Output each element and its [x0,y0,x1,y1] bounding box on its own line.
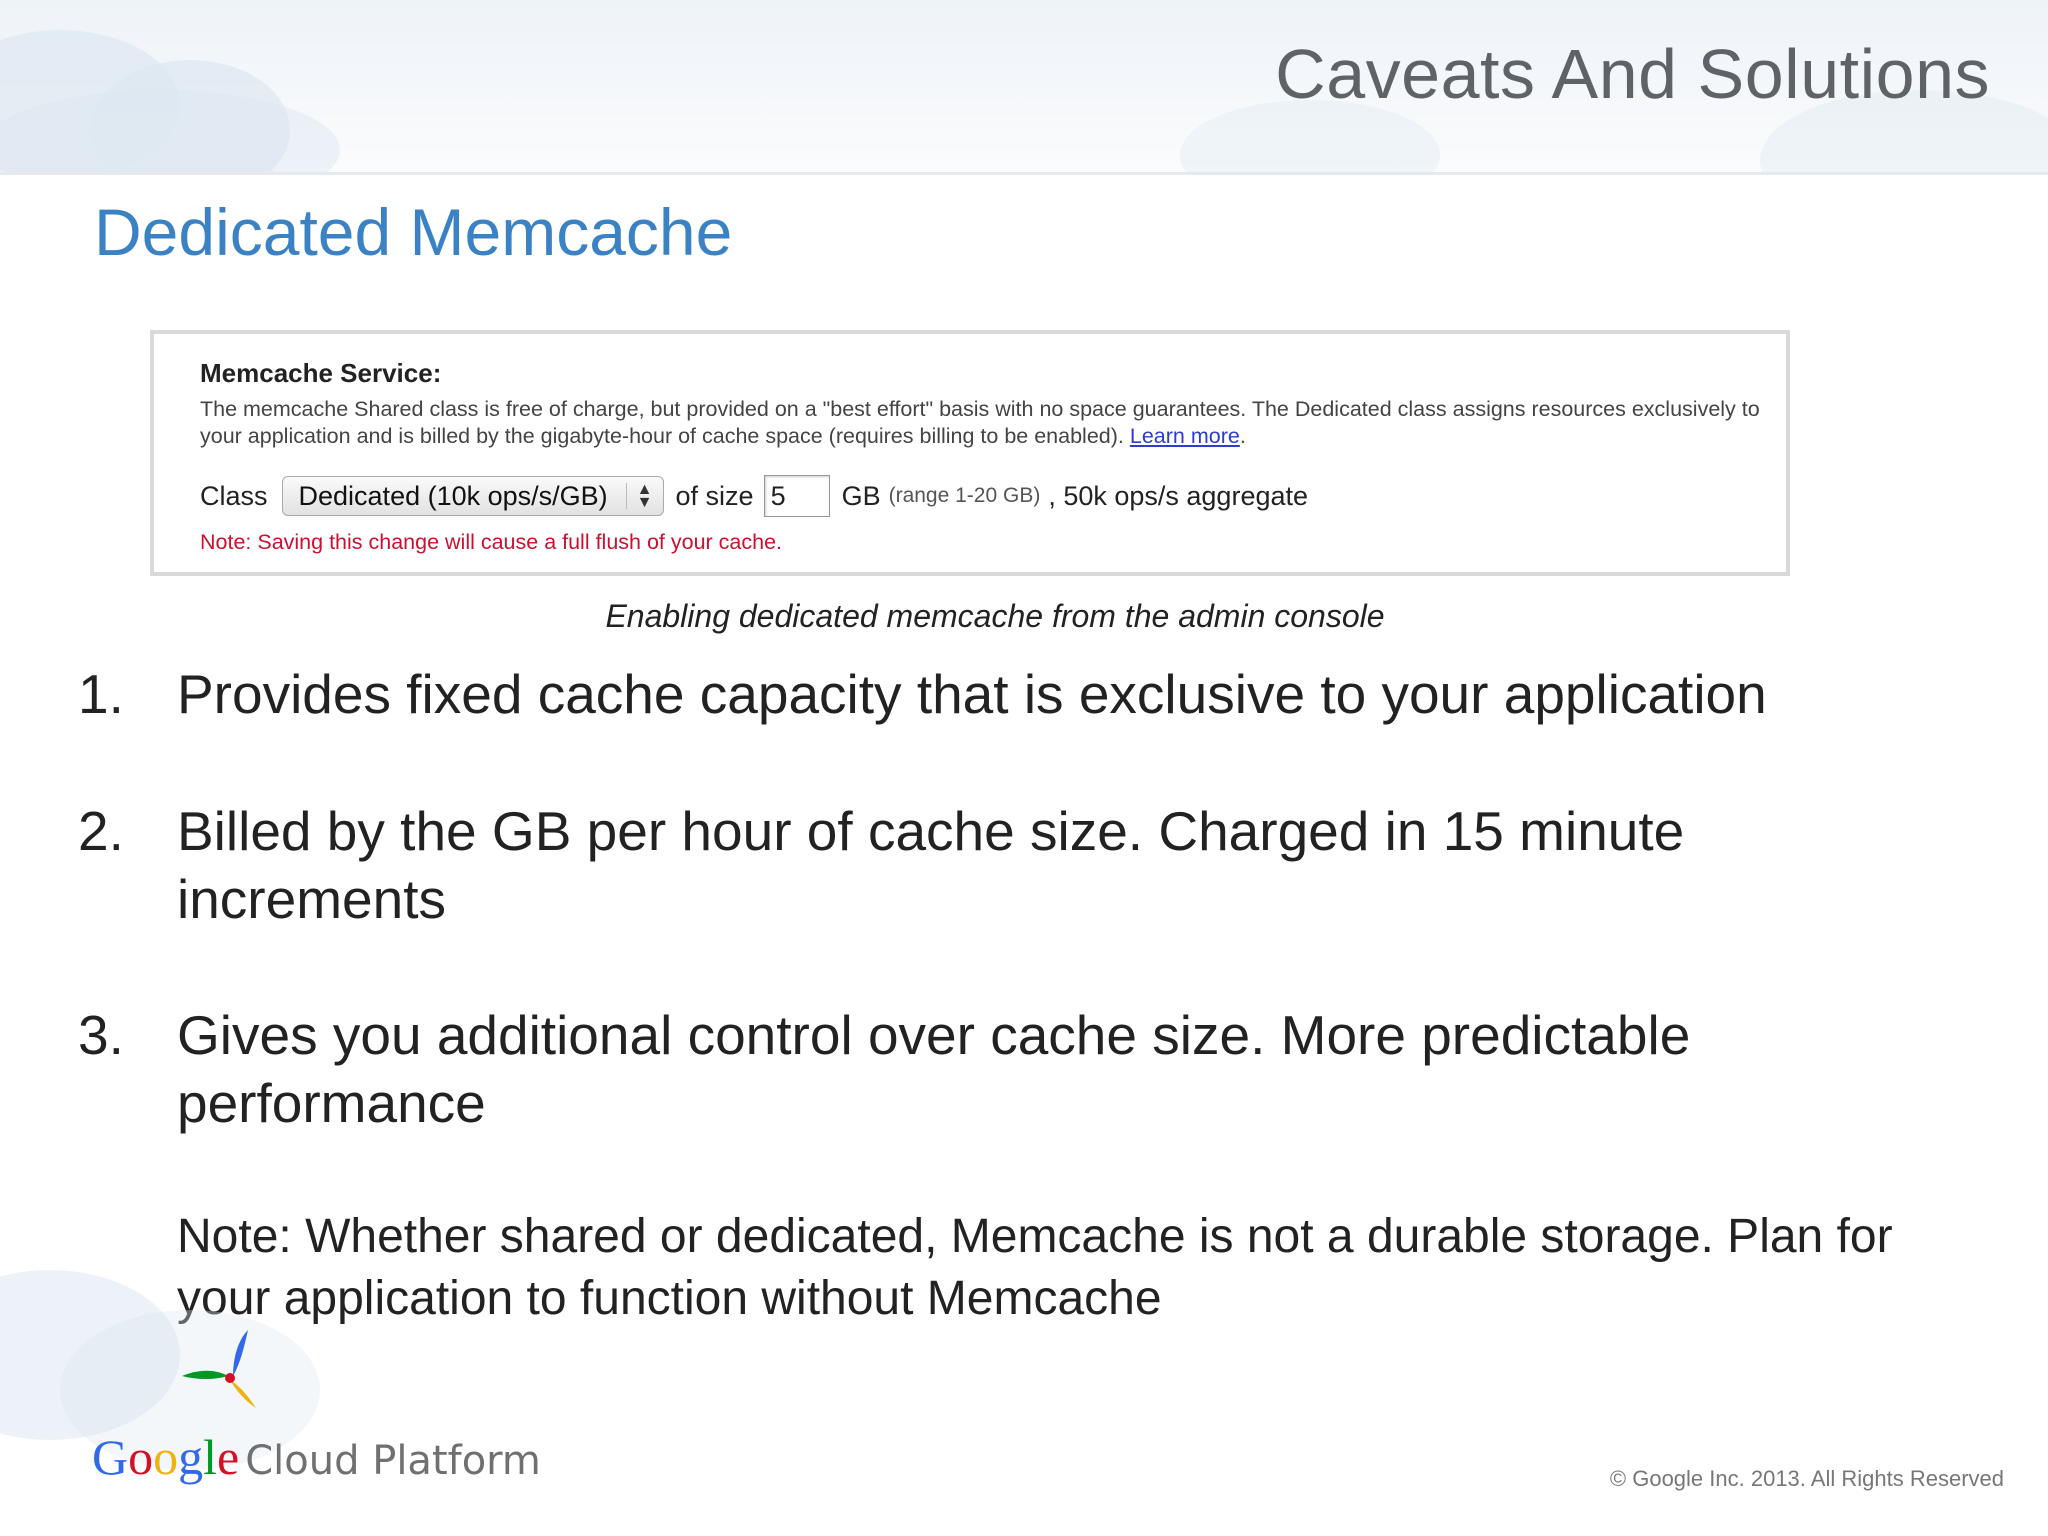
google-letter: g [178,1429,204,1485]
cloud-platform-wordmark: Cloud Platform [245,1438,541,1484]
cloud-decoration [0,90,340,175]
size-label: of size [675,480,754,511]
list-text: Gives you additional control over cache size. More predictable performance [177,1004,1691,1134]
list-text: Provides fixed cache capacity that is exclusive to your application [177,663,1767,725]
logo-wordmark [92,1428,541,1486]
learn-more-link[interactable]: Learn more [1129,424,1240,448]
copyright-notice: © Google Inc. 2013. All Rights Reserved [1609,1466,2004,1491]
durability-note: Note: Whether shared or dedicated, Memcache is not a durable storage. Plan for your application to function without Memcache [177,1210,1893,1325]
section-title: Dedicated Memcache [94,195,733,269]
class-settings-row [200,474,1308,518]
google-letter: l [203,1429,218,1485]
admin-console-screenshot [150,330,1790,576]
description-period: . [1239,424,1246,448]
unit-label: GB [841,480,881,511]
aggregate-text: , 50k ops/s aggregate [1048,480,1309,511]
google-letter: o [128,1429,154,1485]
pinwheel-icon [178,1328,278,1418]
list-number: 1. [78,663,124,725]
memcache-description [200,396,1760,450]
google-letter: G [92,1429,129,1485]
chevron-up-down-icon: ▲ ▼ [626,483,657,509]
class-select[interactable] [282,476,664,516]
memcache-service-heading: Memcache Service: [200,358,442,388]
size-input[interactable]: 5 [764,475,830,517]
google-letter: o [153,1429,179,1485]
class-label: Class [200,480,268,511]
google-wordmark [92,1429,239,1485]
list-number: 2. [78,800,124,862]
header-title: Caveats And Solutions [1275,35,1990,113]
slide-header [0,0,2048,175]
google-letter: e [217,1429,240,1485]
range-hint: (range 1-20 GB) [888,484,1041,507]
list-number: 3. [78,1004,124,1066]
google-cloud-platform-logo [92,1328,541,1488]
description-text: The memcache Shared class is free of charge, but provided on a "best effort" basis with no space guarantees. The Dedicated class assigns resources exclusively to your application and is billed by the gigabyte-hour of cache space (requires billing to be enabled). [200,397,1760,448]
flush-warning-note: Note: Saving this change will cause a full flush of your cache. [200,530,783,554]
screenshot-caption: Enabling dedicated memcache from the admin console [605,598,1385,634]
class-select-value: Dedicated (10k ops/s/GB) [298,480,608,511]
list-text: Billed by the GB per hour of cache size. Charged in 15 minute increments [177,800,1685,930]
